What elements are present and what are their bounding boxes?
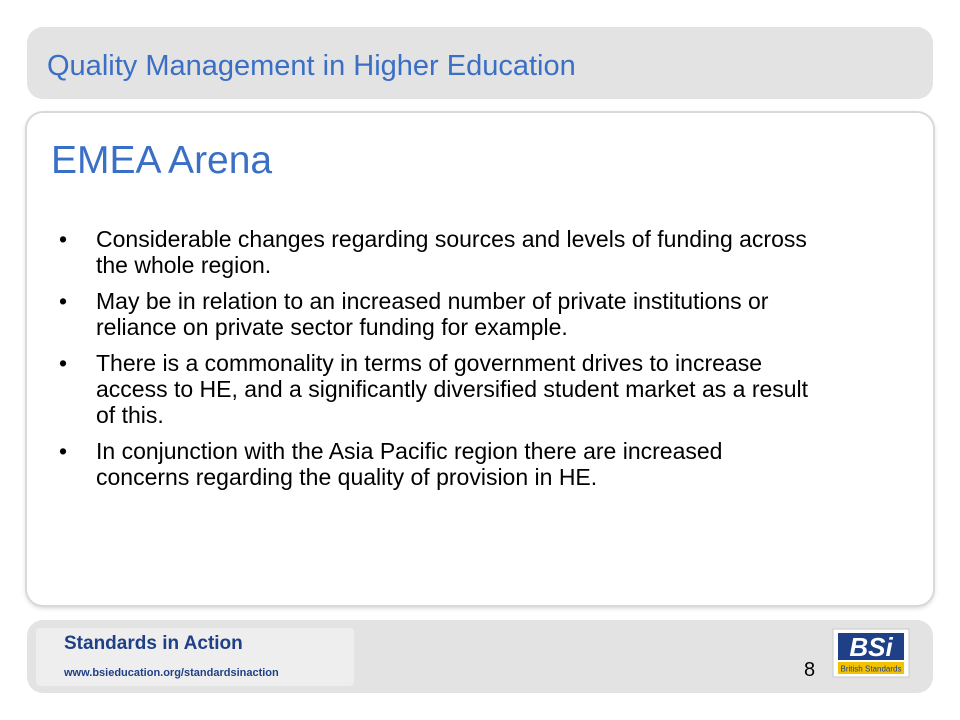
- bullet-icon: •: [59, 350, 68, 376]
- bullet-item: [59, 438, 819, 490]
- slide-title: EMEA Arena: [51, 139, 273, 182]
- bullet-text: Considerable changes regarding sources and levels of funding across the whole region.: [96, 226, 807, 278]
- bullet-list: [59, 226, 819, 500]
- bullet-icon: •: [59, 438, 68, 464]
- header-title: Quality Management in Higher Education: [47, 50, 576, 82]
- bullet-item: [59, 288, 819, 340]
- bsi-logo-mark: BSi: [849, 632, 893, 662]
- page-number: 8: [804, 659, 816, 681]
- bsi-logo: [832, 628, 910, 678]
- footer-url[interactable]: www.bsieducation.org/standardsinaction: [64, 667, 279, 679]
- bullet-item: [59, 350, 819, 428]
- footer-title: Standards in Action: [64, 633, 243, 654]
- bullet-item: [59, 226, 819, 278]
- bullet-text: In conjunction with the Asia Pacific region there are increased concerns regarding the quality of provision in HE.: [96, 438, 723, 490]
- bullet-icon: •: [59, 288, 68, 314]
- bullet-text: May be in relation to an increased number of private institutions or reliance on private sector funding for example.: [96, 288, 769, 340]
- bsi-logo-subtitle: British Standards: [840, 664, 902, 674]
- bullet-icon: •: [59, 226, 68, 252]
- bullet-text: There is a commonality in terms of government drives to increase access to HE, and a significantly diversified student market as a result of this.: [96, 350, 809, 428]
